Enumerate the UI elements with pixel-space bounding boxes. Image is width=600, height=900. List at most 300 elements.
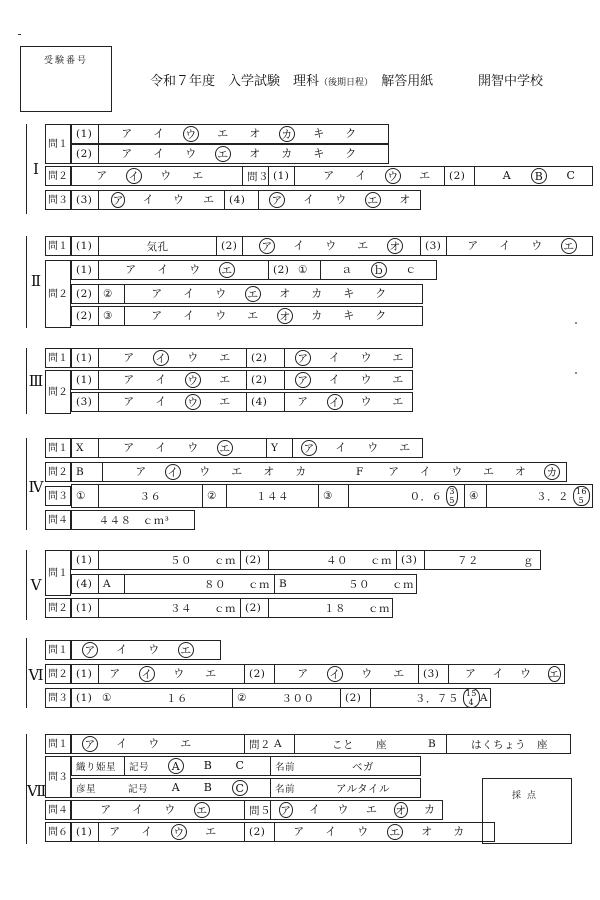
answer-text[interactable]: ３６ [98, 485, 202, 507]
option[interactable]: イ [132, 803, 144, 816]
selected-option[interactable]: イ [327, 394, 343, 410]
part-label: (3) [418, 665, 448, 683]
answer-row [71, 664, 565, 684]
option[interactable]: カ [311, 309, 323, 322]
answer-text[interactable]: １８ ｃｍ [268, 599, 394, 617]
part-label: (1) [76, 668, 93, 680]
option[interactable]: イ [492, 667, 504, 680]
option[interactable]: イ [153, 147, 165, 160]
choice-cell[interactable] [258, 191, 422, 209]
section-II [26, 236, 575, 328]
selected-option[interactable]: ア [280, 804, 292, 817]
option[interactable]: ア [323, 169, 335, 182]
option[interactable]: イ [183, 309, 195, 322]
option[interactable]: ア [465, 667, 477, 680]
answer-text[interactable]: ７２ ｇ [424, 551, 542, 569]
option[interactable]: イ [183, 287, 195, 300]
option[interactable]: エ [366, 803, 378, 816]
option[interactable]: ウ [215, 309, 227, 322]
option[interactable]: ウ [185, 147, 197, 160]
answer-text[interactable]: ５０ ｃｍ [348, 578, 414, 591]
option[interactable]: イ [142, 193, 155, 206]
answer-row [71, 778, 421, 798]
part-label: (4) [224, 191, 258, 209]
question-label: 問１ [45, 348, 71, 368]
option[interactable]: ウ [360, 351, 373, 364]
selected-option[interactable]: オ [395, 804, 407, 817]
part-label: X [76, 442, 84, 454]
choice-cell[interactable] [98, 191, 224, 209]
option[interactable]: カ [424, 803, 436, 816]
option[interactable]: ア [125, 263, 137, 276]
section-numeral: Ⅳ [28, 478, 44, 496]
selected-option[interactable]: エ [365, 192, 381, 208]
answer-text[interactable]: こと 座 [294, 735, 424, 753]
option[interactable]: オ [249, 147, 261, 160]
option[interactable]: イ [141, 825, 153, 838]
question-label: 問１ [45, 438, 71, 458]
option[interactable]: キ [343, 309, 355, 322]
option[interactable]: ア [100, 803, 112, 816]
margin-dot [575, 372, 577, 374]
answer-row [71, 284, 423, 304]
section-VI [26, 638, 560, 708]
option[interactable]: ア [293, 825, 305, 838]
answer-text[interactable]: ３４ ｃｍ [98, 599, 240, 617]
option[interactable]: A [502, 169, 512, 182]
part-label: (1) [76, 128, 93, 140]
section-numeral: Ⅵ [28, 666, 44, 684]
option[interactable]: キ [313, 147, 325, 160]
answer-text[interactable]: アルタイル [336, 782, 390, 795]
choice-cell[interactable] [98, 349, 246, 367]
answer-fraction[interactable]: ３．２ 16 5 [486, 485, 594, 507]
option[interactable]: ウ [520, 667, 532, 680]
question-label: 問５ [244, 801, 270, 819]
answer-text[interactable]: ５０ ｃｍ [98, 551, 240, 569]
option[interactable]: B [203, 759, 213, 772]
answer-row [71, 260, 437, 280]
option[interactable]: ア [297, 667, 309, 680]
option[interactable]: ａ [341, 263, 353, 276]
option[interactable]: ア [151, 309, 163, 322]
part-label: B [428, 738, 437, 750]
part-label: (2) [76, 148, 93, 160]
choice-cell[interactable] [274, 665, 418, 683]
sub-label: ② [232, 689, 256, 707]
option[interactable]: エ [419, 169, 431, 182]
selected-option[interactable]: エ [548, 668, 560, 681]
choice-cell[interactable] [98, 261, 268, 279]
fraction-note: 3 5 [446, 486, 458, 506]
part-label: (2) [340, 689, 370, 707]
option[interactable]: A [171, 781, 181, 794]
selected-option[interactable]: イ [153, 350, 169, 366]
option[interactable]: ウ [172, 193, 185, 206]
option[interactable]: カ [311, 287, 323, 300]
option[interactable]: キ [343, 287, 355, 300]
answer-text[interactable]: ８０ ｃｍ [124, 575, 274, 593]
part-label: (1) [76, 264, 93, 276]
option[interactable]: ク [375, 287, 387, 300]
part-label: ④ [464, 485, 486, 507]
question-label: 問１ [45, 640, 71, 660]
option[interactable]: ア [151, 287, 163, 300]
name-label: 名前 [270, 779, 304, 797]
star-label: 織り姫星 [76, 762, 117, 773]
option[interactable]: エ [219, 373, 231, 386]
question-label: 問３ [45, 486, 71, 506]
selected-option[interactable]: ア [295, 350, 311, 366]
margin-dot [575, 322, 577, 324]
sub-label: ① [102, 692, 112, 704]
choice-cell[interactable] [274, 823, 496, 841]
answer-row [71, 484, 593, 508]
option[interactable]: エ [205, 667, 217, 680]
choice-cell[interactable] [124, 307, 424, 325]
choice-cell[interactable] [154, 779, 270, 797]
selected-option[interactable]: ア [269, 192, 285, 208]
option[interactable]: エ [219, 351, 231, 364]
question-label: 問２ [45, 664, 71, 684]
option[interactable]: エ [392, 373, 404, 386]
selected-option[interactable]: ア [295, 372, 311, 388]
option[interactable]: オ [421, 825, 433, 838]
option[interactable]: ア [135, 465, 147, 478]
option[interactable]: イ [293, 239, 305, 252]
choice-cell[interactable] [98, 823, 244, 841]
selected-option[interactable]: オ [387, 238, 403, 254]
answer-text[interactable]: 気孔 [98, 237, 216, 255]
option[interactable]: ク [345, 127, 357, 140]
option[interactable]: ｃ [405, 263, 417, 276]
answer-text[interactable]: １６ [166, 692, 188, 705]
option[interactable]: エ [205, 825, 217, 838]
part-label: B [274, 575, 294, 593]
corner-mark [18, 34, 21, 35]
option[interactable]: オ [279, 287, 291, 300]
selected-option[interactable]: ア [82, 736, 98, 752]
choice-cell[interactable] [284, 371, 414, 389]
option[interactable]: イ [116, 737, 128, 750]
selected-option[interactable]: ｂ [371, 262, 387, 278]
selected-option[interactable]: カ [279, 126, 295, 142]
option[interactable]: イ [325, 825, 337, 838]
selected-option[interactable]: C [232, 780, 248, 796]
selected-option[interactable]: ウ [185, 394, 201, 410]
selected-option[interactable]: エ [561, 238, 577, 254]
option[interactable]: ウ [173, 667, 185, 680]
option[interactable]: ウ [451, 465, 463, 478]
question-label: 問３ [45, 756, 71, 798]
option[interactable]: エ [392, 351, 404, 364]
option[interactable]: ウ [215, 287, 227, 300]
option[interactable]: ウ [160, 169, 172, 182]
option[interactable]: ウ [531, 239, 543, 252]
option[interactable]: ウ [164, 803, 176, 816]
option[interactable]: オ [249, 127, 261, 140]
selected-option[interactable]: ア [301, 440, 317, 456]
option[interactable]: エ [399, 441, 411, 454]
option[interactable]: イ [309, 803, 321, 816]
choice-cell[interactable] [72, 641, 222, 659]
option[interactable]: ア [123, 395, 135, 408]
answer-row [71, 640, 221, 660]
answer-row [71, 510, 195, 530]
choice-cell[interactable] [98, 371, 246, 389]
selected-option[interactable]: イ [126, 168, 142, 184]
part-label: (1) [76, 240, 93, 252]
option[interactable]: イ [328, 351, 341, 364]
selected-option[interactable]: エ [245, 286, 261, 302]
option[interactable]: ア [121, 147, 133, 160]
choice-cell[interactable] [284, 349, 414, 367]
option[interactable]: ク [375, 309, 387, 322]
choice-cell[interactable] [292, 439, 424, 457]
option[interactable]: ク [345, 147, 357, 160]
option[interactable]: C [566, 169, 576, 182]
selected-option[interactable]: A [168, 758, 184, 774]
answer-row [71, 756, 421, 776]
option[interactable]: エ [393, 667, 405, 680]
answer-text[interactable]: ４０ ｃｍ [268, 551, 396, 569]
question-label: 問３ [242, 167, 268, 185]
selected-option[interactable]: イ [139, 666, 155, 682]
answer-row [71, 550, 541, 570]
option[interactable]: オ [263, 465, 275, 478]
part-label: (2) [246, 371, 284, 389]
choice-cell[interactable] [448, 665, 566, 683]
selected-option[interactable]: ウ [385, 168, 401, 184]
option[interactable]: ア [297, 395, 309, 408]
option[interactable]: ウ [187, 441, 199, 454]
selected-option[interactable]: ア [259, 238, 275, 254]
question-label: 問２ [45, 166, 71, 186]
selected-option[interactable]: ウ [183, 126, 199, 142]
option[interactable]: ウ [189, 263, 201, 276]
choice-cell[interactable] [72, 167, 242, 185]
part-label: (2) [444, 167, 474, 185]
part-label: (2) [268, 261, 294, 279]
choice-cell[interactable] [98, 439, 266, 457]
option[interactable]: ウ [187, 351, 199, 364]
part-label: (2) [216, 237, 242, 255]
option[interactable]: ア [123, 373, 135, 386]
option[interactable]: イ [155, 373, 167, 386]
part-label: (1) [76, 554, 93, 566]
part-label: (2) [246, 349, 284, 367]
option[interactable]: ア [121, 127, 133, 140]
option[interactable]: ウ [325, 239, 337, 252]
selected-option[interactable]: イ [165, 464, 181, 480]
option[interactable]: ウ [361, 667, 373, 680]
score-box[interactable] [482, 778, 572, 844]
selected-option[interactable]: ウ [171, 824, 187, 840]
option[interactable]: イ [328, 373, 341, 386]
option[interactable]: イ [335, 441, 347, 454]
option[interactable]: ア [96, 169, 108, 182]
part-label: (2) [76, 288, 93, 300]
part-label: (1) [76, 352, 93, 364]
option[interactable]: オ [399, 193, 411, 206]
option[interactable]: エ [192, 169, 204, 182]
selected-option[interactable]: ア [82, 642, 98, 658]
part-label: Y [266, 439, 292, 457]
question-label: 問２ [45, 260, 71, 328]
selected-option[interactable]: エ [219, 262, 235, 278]
answer-row [71, 688, 491, 708]
choice-cell[interactable] [284, 393, 414, 411]
part-label: (1) [76, 826, 93, 838]
sub-label: ② [98, 285, 124, 303]
option[interactable]: エ [219, 395, 231, 408]
option[interactable]: C [235, 759, 245, 772]
fraction-note: 16 5 [573, 486, 590, 506]
part-label: (2) [244, 665, 274, 683]
option[interactable]: ウ [367, 441, 379, 454]
section-numeral: Ⅴ [30, 576, 42, 594]
answer-row [71, 392, 413, 412]
question-label: 問１ [45, 236, 71, 256]
option[interactable]: ア [109, 667, 121, 680]
exam-number-box[interactable] [20, 46, 112, 112]
option[interactable]: ア [123, 441, 135, 454]
selected-option[interactable]: エ [217, 440, 233, 456]
option[interactable]: ウ [148, 643, 160, 656]
choice-cell[interactable] [98, 665, 244, 683]
option[interactable]: イ [155, 395, 167, 408]
section-numeral: Ⅲ [28, 372, 44, 390]
choice-cell[interactable] [98, 393, 246, 411]
selected-option[interactable]: ア [112, 194, 124, 207]
choice-cell[interactable] [242, 237, 420, 255]
option[interactable]: カ [453, 825, 465, 838]
answer-text[interactable]: ３００ [281, 692, 315, 705]
part-label: ② [202, 485, 226, 507]
answer-fraction[interactable]: ０．６ 3 5 [348, 485, 464, 507]
selected-option[interactable]: エ [215, 146, 231, 162]
page-title [150, 70, 590, 89]
part-label: (3) [76, 194, 93, 206]
choice-cell[interactable] [474, 167, 594, 185]
answer-text[interactable]: はくちょう 座 [446, 735, 572, 753]
option[interactable]: ウ [335, 193, 347, 206]
part-label: (2) [76, 310, 93, 322]
option[interactable]: ア [467, 239, 479, 252]
option[interactable]: エ [483, 465, 495, 478]
option[interactable]: ウ [199, 465, 211, 478]
option[interactable]: オ [514, 465, 527, 478]
choice-cell[interactable] [98, 145, 390, 163]
exam-subtitle: （後期日程） [319, 78, 374, 88]
answer-row [71, 306, 423, 326]
choice-cell[interactable] [124, 285, 424, 303]
selected-option[interactable]: B [531, 168, 547, 184]
option[interactable]: エ [180, 737, 192, 750]
section-numeral: Ⅶ [27, 782, 47, 800]
school-name: 開智中学校 [478, 74, 544, 89]
choice-cell[interactable] [378, 463, 568, 481]
selected-option[interactable]: オ [277, 308, 293, 324]
option[interactable]: イ [303, 193, 315, 206]
doc-type: 解答用紙 [381, 74, 434, 89]
option[interactable]: カ [281, 147, 293, 160]
option[interactable]: ア [109, 825, 121, 838]
selected-option[interactable]: ウ [185, 372, 201, 388]
choice-cell[interactable] [102, 463, 352, 481]
part-label: ③ [318, 485, 348, 507]
choice-cell[interactable] [154, 757, 270, 775]
answer-text[interactable]: ベガ [352, 760, 374, 773]
part-label: B [76, 466, 85, 478]
selected-option[interactable]: エ [194, 802, 210, 818]
answer-row [71, 598, 393, 618]
part-label: A [98, 575, 124, 593]
option[interactable]: イ [153, 127, 165, 140]
option[interactable]: キ [313, 127, 325, 140]
option[interactable]: ウ [357, 825, 369, 838]
option[interactable]: エ [357, 239, 369, 252]
option[interactable]: イ [116, 643, 128, 656]
selected-option[interactable]: イ [327, 666, 343, 682]
answer-text[interactable]: １４４ [226, 485, 318, 507]
option[interactable]: ウ [337, 803, 349, 816]
choice-cell[interactable] [72, 735, 244, 753]
option[interactable]: ウ [360, 373, 373, 386]
answer-fraction[interactable]: ３．７５ 15 4 A [370, 689, 492, 707]
name-label: 名前 [270, 757, 304, 775]
choice-cell[interactable] [446, 237, 594, 255]
option[interactable]: エ [392, 395, 404, 408]
choice-cell[interactable] [72, 801, 244, 819]
choice-cell[interactable] [270, 801, 444, 819]
option[interactable]: イ [155, 441, 167, 454]
option[interactable]: ウ [148, 737, 160, 750]
option[interactable]: B [203, 781, 213, 794]
choice-cell[interactable] [320, 261, 438, 279]
answer-row [71, 144, 389, 164]
option[interactable]: ア [388, 465, 400, 478]
question-label: 問６ [45, 822, 71, 842]
question-label: 問１ [45, 550, 71, 596]
answer-row [71, 462, 567, 482]
option[interactable]: ウ [360, 395, 373, 408]
selected-option[interactable]: エ [178, 642, 194, 658]
option[interactable]: エ [217, 127, 229, 140]
part-label: (1) [76, 602, 93, 614]
part-label: ① [76, 490, 86, 502]
answer-row [71, 438, 423, 458]
choice-cell[interactable] [98, 125, 390, 143]
option[interactable]: ア [123, 351, 135, 364]
question-label: 問４ [45, 510, 71, 530]
option[interactable]: エ [231, 465, 243, 478]
option[interactable]: カ [295, 465, 307, 478]
option[interactable]: エ [247, 309, 259, 322]
option[interactable]: イ [499, 239, 511, 252]
part-label: (3) [420, 237, 446, 255]
selected-option[interactable]: カ [544, 464, 560, 480]
choice-cell[interactable] [294, 167, 444, 185]
option[interactable]: エ [203, 193, 215, 206]
option[interactable]: イ [419, 465, 432, 478]
part-label: F [356, 466, 364, 478]
answer-text[interactable]: ４４８ ｃｍ³ [98, 514, 170, 527]
option[interactable]: イ [355, 169, 367, 182]
selected-option[interactable]: エ [387, 824, 403, 840]
exam-number-label: 受験番号 [43, 56, 88, 66]
option[interactable]: イ [157, 263, 169, 276]
